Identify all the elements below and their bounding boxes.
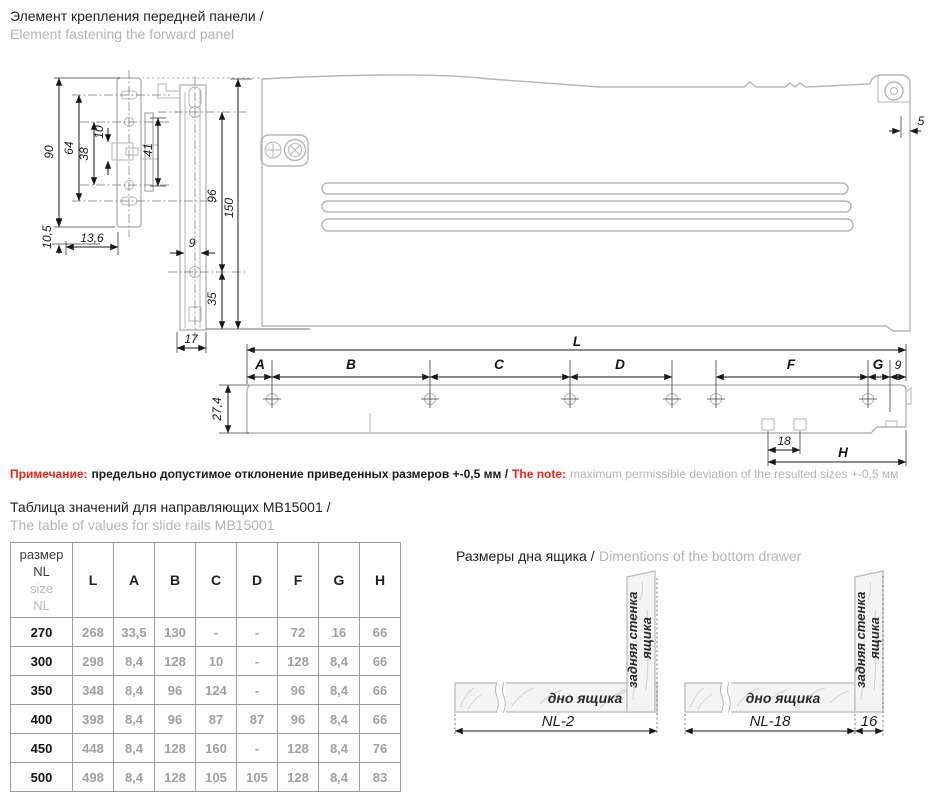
value-cell: -: [237, 734, 278, 763]
table-section-title-ru: Таблица значений для направляющих MB15001 /: [10, 499, 331, 515]
value-cell: 8,4: [114, 647, 155, 676]
table-header-row: [11, 543, 401, 618]
rail-label-F: F: [786, 357, 796, 372]
table-row: [11, 618, 401, 647]
value-cell: 8,4: [319, 763, 360, 792]
column-header-C: C: [196, 543, 237, 618]
size-cell: 350: [11, 676, 73, 705]
value-cell: 72: [278, 618, 319, 647]
value-cell: -: [196, 618, 237, 647]
column-header-G: G: [319, 543, 360, 618]
values-table-wrap: [10, 542, 401, 792]
rail-label-C: C: [494, 357, 504, 372]
value-cell: 16: [319, 618, 360, 647]
value-cell: -: [237, 618, 278, 647]
value-cell: 8,4: [114, 734, 155, 763]
table-section-title-en: The table of values for slide rails MB15001: [10, 517, 275, 533]
size-cell: 500: [11, 763, 73, 792]
adjustment-knob: [261, 135, 308, 166]
rail-label-A: A: [255, 357, 265, 372]
value-cell: 96: [155, 676, 196, 705]
value-cell: 83: [360, 763, 401, 792]
table-section-title: [10, 498, 331, 534]
column-header-H: H: [360, 543, 401, 618]
dim-96: 96: [205, 189, 219, 203]
value-cell: 128: [278, 763, 319, 792]
note-label-ru: Примечание:: [10, 467, 88, 481]
rail-label-B: B: [346, 357, 356, 372]
column-header-F: F: [278, 543, 319, 618]
size-cell: 450: [11, 734, 73, 763]
column-header-D: D: [237, 543, 278, 618]
value-cell: 124: [196, 676, 237, 705]
value-cell: 128: [155, 763, 196, 792]
dim-9: 9: [188, 236, 196, 250]
value-cell: 268: [73, 618, 114, 647]
value-cell: 8,4: [319, 734, 360, 763]
dim-18: 18: [777, 434, 791, 448]
drawer-bottom-diagram-left: [455, 571, 657, 736]
slide-rail-drawing: [210, 334, 911, 466]
value-cell: 298: [73, 647, 114, 676]
dim-35: 35: [205, 292, 219, 306]
value-cell: 8,4: [114, 676, 155, 705]
table-row: [11, 763, 401, 792]
dim-64: 64: [62, 141, 76, 155]
value-cell: 448: [73, 734, 114, 763]
value-cell: 96: [278, 676, 319, 705]
page-title-ru: Элемент крепления передней панели /: [10, 8, 264, 24]
value-cell: 8,4: [114, 705, 155, 734]
back-panel-label-line1: задняя стенка: [625, 591, 640, 688]
value-cell: 128: [155, 647, 196, 676]
value-cell: 66: [360, 647, 401, 676]
page-title: [10, 7, 263, 43]
back-panel-label-line2: ящика: [639, 617, 654, 659]
values-table: [10, 542, 401, 792]
value-cell: 96: [155, 705, 196, 734]
dim-H: H: [838, 445, 848, 460]
column-header-A: A: [114, 543, 155, 618]
bottom-panel-label: дно ящика: [547, 690, 623, 706]
value-cell: 33,5: [114, 618, 155, 647]
size-cell: 270: [11, 618, 73, 647]
dim-150: 150: [222, 197, 236, 219]
drawer-bottom-diagrams: [450, 565, 938, 745]
value-cell: 105: [196, 763, 237, 792]
drawer-section-title-ru: Размеры дна ящика /: [456, 548, 595, 564]
dim-41: 41: [141, 143, 155, 157]
back-panel-label-line1: задняя стенка: [853, 591, 868, 688]
value-cell: 96: [278, 705, 319, 734]
col-header-size-ru1: размер: [19, 547, 64, 562]
dim-17: 17: [184, 332, 198, 346]
dim-90: 90: [42, 145, 56, 159]
value-cell: 160: [196, 734, 237, 763]
value-cell: 8,4: [114, 763, 155, 792]
value-cell: -: [237, 647, 278, 676]
rail-strip: [158, 84, 206, 330]
dim-10: 10: [92, 125, 106, 139]
value-cell: 76: [360, 734, 401, 763]
technical-drawing: [0, 55, 938, 467]
back-panel-label-line2: ящика: [867, 617, 882, 659]
rail-label-L: L: [572, 334, 582, 349]
dim-13-6: 13,6: [80, 231, 104, 245]
value-cell: 10: [196, 647, 237, 676]
dim-38: 38: [77, 147, 91, 161]
note-line: [10, 467, 898, 481]
value-cell: 498: [73, 763, 114, 792]
value-cell: 8,4: [319, 647, 360, 676]
column-header-L: L: [73, 543, 114, 618]
drawer-bottom-diagram-right: [685, 571, 883, 736]
value-cell: 348: [73, 676, 114, 705]
value-cell: -: [237, 676, 278, 705]
value-cell: 66: [360, 676, 401, 705]
note-text-en: maximum permissible deviation of the resulted sizes +-0,5 мм: [570, 467, 899, 481]
value-cell: 66: [360, 705, 401, 734]
dim-10-5: 10,5: [40, 225, 54, 249]
page-title-en: Element fastening the forward panel: [10, 26, 235, 42]
value-cell: 128: [278, 647, 319, 676]
value-cell: 398: [73, 705, 114, 734]
col-header-size-en1: size: [29, 581, 54, 596]
value-cell: 8,4: [319, 676, 360, 705]
rail-dimensions: [210, 334, 906, 466]
drawer-section-title: [456, 547, 801, 566]
table-row: [11, 647, 401, 676]
value-cell: 130: [155, 618, 196, 647]
value-cell: 8,4: [319, 705, 360, 734]
rail-label-G: G: [872, 357, 884, 372]
note-text-ru: предельно допустимое отклонение приведенных размеров +-0,5 мм /: [91, 467, 509, 481]
col-header-size-ru2: NL: [33, 564, 50, 579]
table-row: [11, 676, 401, 705]
nl2-dim-label: NL-2: [541, 713, 575, 730]
column-header-B: B: [155, 543, 196, 618]
size-cell: 300: [11, 647, 73, 676]
dim-5: 5: [917, 114, 925, 128]
value-cell: 128: [155, 734, 196, 763]
value-cell: 105: [237, 763, 278, 792]
rail-label-9: 9: [894, 358, 902, 372]
col-header-size: [11, 543, 73, 618]
value-cell: 87: [196, 705, 237, 734]
table-row: [11, 705, 401, 734]
table-row: [11, 734, 401, 763]
value-cell: 87: [237, 705, 278, 734]
rail-label-D: D: [615, 357, 625, 372]
value-cell: 128: [278, 734, 319, 763]
value-cell: 66: [360, 618, 401, 647]
size-cell: 400: [11, 705, 73, 734]
top-drawing-dimensions: [40, 78, 925, 353]
back-thickness-dim-label: 16: [860, 713, 878, 730]
drawer-section-title-en: Dimentions of the bottom drawer: [599, 548, 802, 564]
nl18-dim-label: NL-18: [749, 713, 791, 730]
col-header-size-en2: NL: [33, 598, 50, 613]
dim-27-4: 27,4: [210, 397, 224, 421]
bottom-panel-label: дно ящика: [745, 690, 821, 706]
note-label-en: The note:: [512, 467, 567, 481]
drawer-side-panel-drawing: [40, 70, 925, 353]
